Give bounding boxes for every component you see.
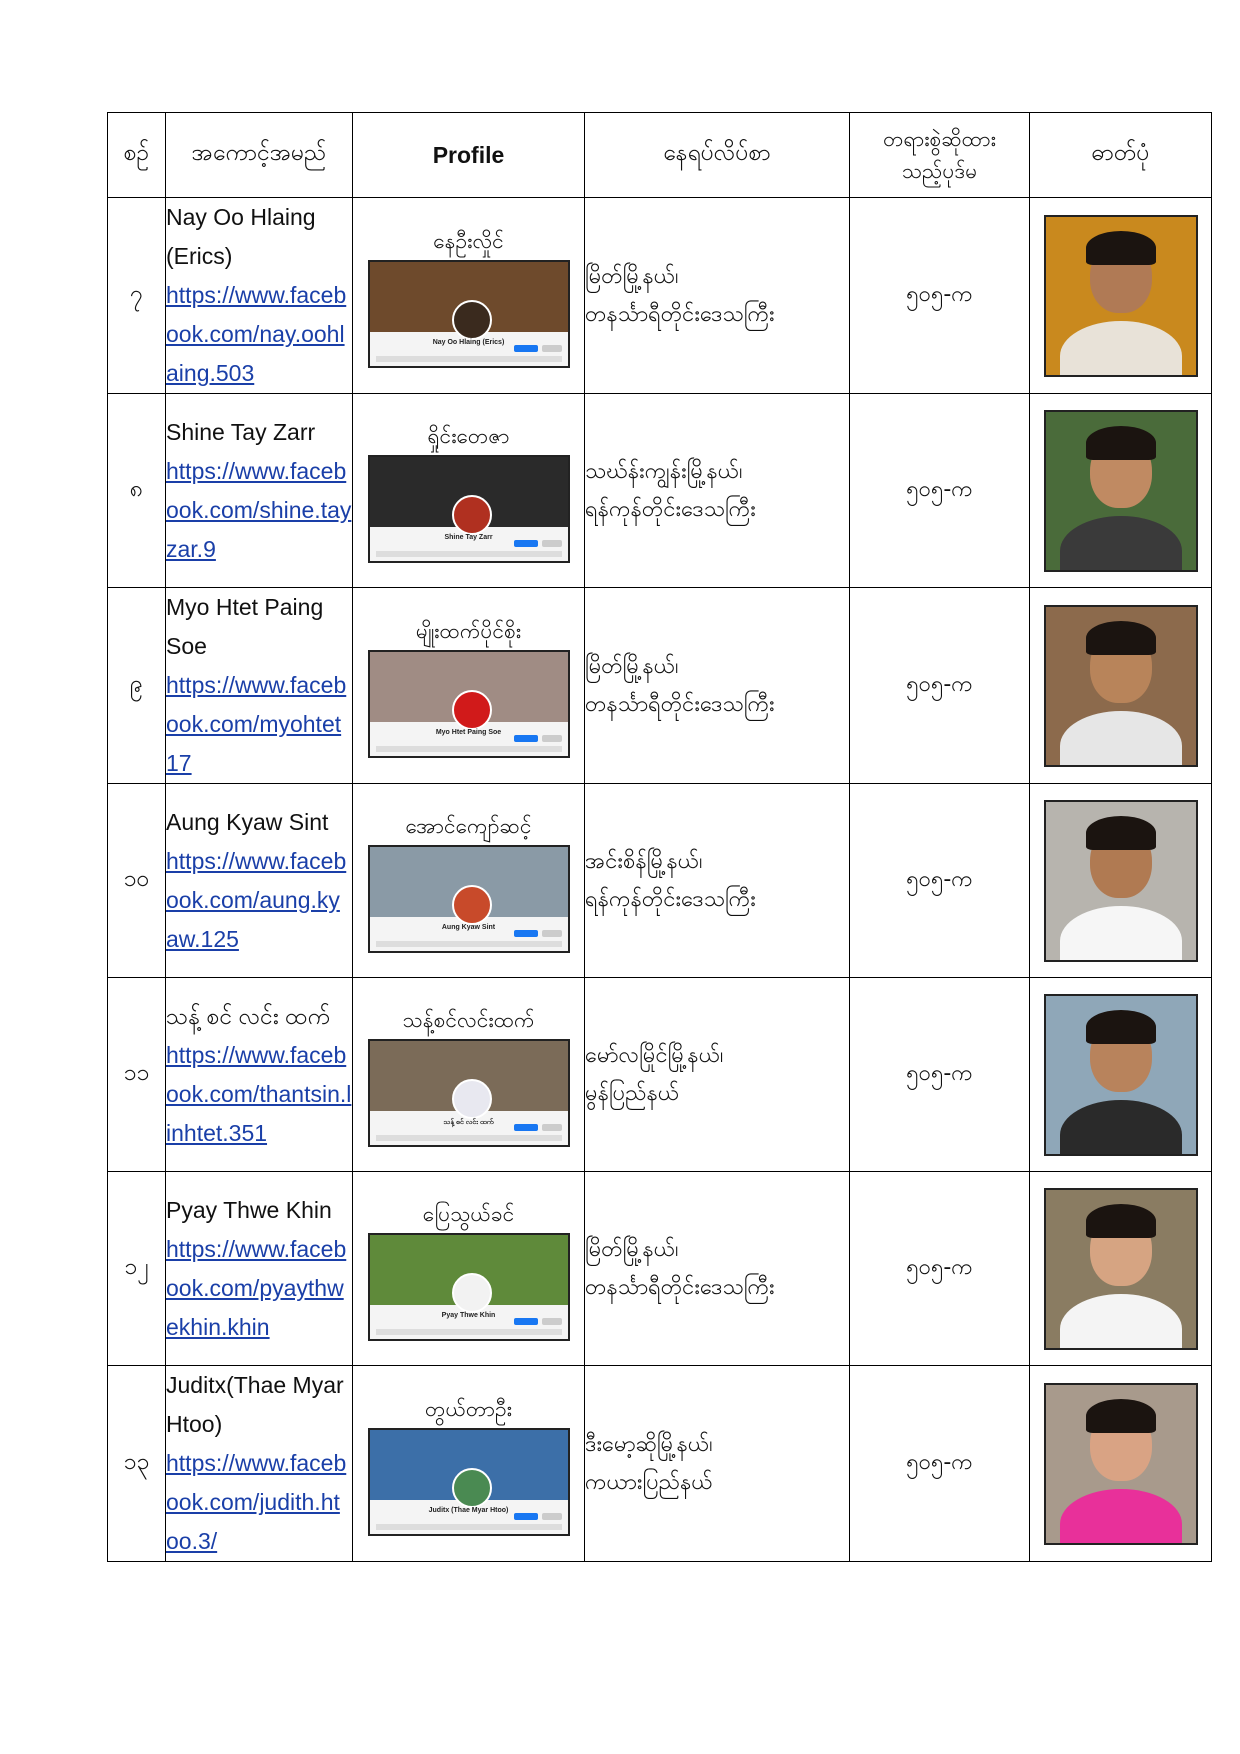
table-row [108, 1172, 1212, 1366]
profile-message-button-icon [542, 1124, 562, 1131]
profile-screenshot-label: Shine Tay Zarr [444, 533, 493, 541]
profile-name: ရှိုင်းတေဇာ [427, 423, 510, 448]
profile-screenshot [368, 650, 570, 758]
photo-body [1060, 1100, 1182, 1156]
person-photo [1044, 410, 1198, 572]
accounts-table [107, 112, 1212, 1562]
profile-nav-bar [376, 746, 562, 752]
photo-cell [1030, 1172, 1212, 1366]
law-section: ၅၀၅-က [850, 198, 1030, 394]
account-name: Juditx(Thae Myar Htoo) [166, 1372, 344, 1437]
photo-hair [1086, 1399, 1156, 1433]
address-cell [585, 1172, 850, 1366]
address-cell [585, 394, 850, 588]
photo-body [1060, 906, 1182, 962]
person-photo [1044, 994, 1198, 1156]
law-section: ၅၀၅-က [850, 1366, 1030, 1562]
profile-screenshot-label: Juditx (Thae Myar Htoo) [428, 1506, 509, 1514]
person-photo [1044, 800, 1198, 962]
person-photo [1044, 215, 1198, 377]
law-section: ၅၀၅-က [850, 978, 1030, 1172]
address-cell [585, 784, 850, 978]
header-row [108, 113, 1212, 198]
profile-add-friend-button-icon [514, 540, 538, 547]
account-name: Aung Kyaw Sint [166, 808, 329, 835]
row-number: ၈ [108, 394, 166, 588]
profile-avatar [452, 885, 492, 925]
photo-hair [1086, 621, 1156, 655]
address-line-1: အင်းစိန်မြို့နယ်၊ [585, 848, 703, 874]
facebook-link[interactable]: https://www.facebook.com/judith.htoo.3/ [166, 1450, 347, 1554]
profile-cell [353, 1366, 585, 1562]
facebook-link[interactable]: https://www.facebook.com/thantsin.linhtet.351 [166, 1041, 352, 1146]
photo-cell [1030, 1366, 1212, 1562]
profile-name: နေဦးလှိုင် [433, 228, 504, 253]
address-line-1: မြိတ်မြို့နယ်၊ [585, 653, 679, 679]
profile-add-friend-button-icon [514, 930, 538, 937]
row-number: ၁၃ [108, 1366, 166, 1562]
profile-screenshot-label: သန့် စင် လင်း ထက် [443, 1118, 494, 1126]
law-section: ၅၀၅-က [850, 588, 1030, 784]
profile-add-friend-button-icon [514, 1124, 538, 1131]
account-name: Myo Htet Paing Soe [166, 594, 324, 659]
profile-cell [353, 784, 585, 978]
profile-message-button-icon [542, 1318, 562, 1325]
address-cell [585, 198, 850, 394]
profile-nav-bar [376, 356, 562, 362]
header-profile: Profile [353, 113, 585, 198]
row-number: ၁၁ [108, 978, 166, 1172]
law-section: ၅၀၅-က [850, 784, 1030, 978]
table-row [108, 1366, 1212, 1562]
account-name-cell [166, 1172, 353, 1366]
photo-body [1060, 516, 1182, 572]
profile-screenshot [368, 1039, 570, 1147]
address-line-2: တနင်္သာရီတိုင်းဒေသကြီး [585, 691, 775, 717]
profile-screenshot [368, 1233, 570, 1341]
header-law: တရားစွဲဆိုထား သည့်ပုဒ်မ [850, 113, 1030, 198]
profile-name: သန့်စင်လင်းထက် [402, 1007, 535, 1032]
person-photo [1044, 605, 1198, 767]
person-photo [1044, 1188, 1198, 1350]
profile-message-button-icon [542, 345, 562, 352]
profile-nav-bar [376, 1329, 562, 1335]
address-cell [585, 588, 850, 784]
table-row [108, 978, 1212, 1172]
profile-cell [353, 588, 585, 784]
account-name-cell [166, 394, 353, 588]
profile-avatar [452, 1273, 492, 1313]
profile-avatar [452, 690, 492, 730]
photo-hair [1086, 1204, 1156, 1238]
row-number: ၁၂ [108, 1172, 166, 1366]
photo-body [1060, 321, 1182, 377]
profile-cell [353, 198, 585, 394]
photo-hair [1086, 426, 1156, 460]
facebook-link[interactable]: https://www.facebook.com/pyaythwekhin.khin [166, 1235, 347, 1340]
address-line-1: မော်လမြိုင်မြို့နယ်၊ [585, 1042, 724, 1068]
account-name-cell [166, 784, 353, 978]
address-line-2: ရန်ကုန်တိုင်းဒေသကြီး [585, 496, 756, 522]
facebook-link[interactable]: https://www.facebook.com/myohtet17 [166, 672, 347, 776]
header-name: အကောင့်အမည် [166, 113, 353, 198]
profile-message-button-icon [542, 1513, 562, 1520]
address-line-2: ရန်ကုန်တိုင်းဒေသကြီး [585, 886, 756, 912]
account-name: Nay Oo Hlaing (Erics) [166, 204, 316, 269]
account-name: သန့် စင် လင်း ထက် [166, 1002, 330, 1029]
profile-avatar [452, 1468, 492, 1508]
table-row [108, 198, 1212, 394]
photo-cell [1030, 784, 1212, 978]
table-row [108, 588, 1212, 784]
profile-name: အောင်ကျော်ဆင့် [405, 813, 532, 838]
profile-name: မျိုးထက်ပိုင်စိုး [415, 618, 522, 643]
law-section: ၅၀၅-က [850, 1172, 1030, 1366]
profile-screenshot [368, 455, 570, 563]
facebook-link[interactable]: https://www.facebook.com/nay.oohlaing.503 [166, 282, 347, 386]
profile-nav-bar [376, 551, 562, 557]
account-name: Pyay Thwe Khin [166, 1196, 332, 1223]
profile-cell [353, 978, 585, 1172]
profile-name: ပြေသွယ်ခင် [422, 1201, 515, 1226]
row-number: ၇ [108, 198, 166, 394]
address-line-1: မြိတ်မြို့နယ်၊ [585, 263, 679, 289]
account-name-cell [166, 978, 353, 1172]
law-section: ၅၀၅-က [850, 394, 1030, 588]
photo-body [1060, 711, 1182, 767]
account-name: Shine Tay Zarr [166, 418, 316, 445]
photo-body [1060, 1489, 1182, 1545]
address-cell [585, 978, 850, 1172]
profile-screenshot-label: Nay Oo Hlaing (Erics) [432, 338, 505, 346]
profile-add-friend-button-icon [514, 1513, 538, 1520]
profile-nav-bar [376, 1524, 562, 1530]
header-photo: ဓာတ်ပုံ [1030, 113, 1212, 198]
address-line-1: ဒီးမော့ဆိုမြို့နယ်၊ [585, 1431, 713, 1457]
address-line-2: ကယားပြည်နယ် [585, 1469, 713, 1495]
photo-cell [1030, 198, 1212, 394]
photo-cell [1030, 588, 1212, 784]
address-line-1: မြိတ်မြို့နယ်၊ [585, 1236, 679, 1262]
photo-hair [1086, 1010, 1156, 1044]
profile-add-friend-button-icon [514, 1318, 538, 1325]
profile-screenshot-label: Myo Htet Paing Soe [435, 728, 502, 736]
address-line-2: တနင်္သာရီတိုင်းဒေသကြီး [585, 301, 775, 327]
profile-screenshot-label: Aung Kyaw Sint [441, 923, 496, 931]
address-line-2: မွန်ပြည်နယ် [585, 1080, 680, 1106]
profile-cell [353, 1172, 585, 1366]
photo-hair [1086, 231, 1156, 265]
row-number: ၉ [108, 588, 166, 784]
table-row [108, 784, 1212, 978]
profile-avatar [452, 495, 492, 535]
address-line-1: သဃ်န်းကျွန်းမြို့နယ်၊ [585, 458, 743, 484]
address-cell [585, 1366, 850, 1562]
photo-cell [1030, 394, 1212, 588]
account-name-cell [166, 588, 353, 784]
profile-screenshot-label: Pyay Thwe Khin [441, 1311, 496, 1319]
photo-cell [1030, 978, 1212, 1172]
profile-nav-bar [376, 1135, 562, 1141]
profile-message-button-icon [542, 735, 562, 742]
address-line-2: တနင်္သာရီတိုင်းဒေသကြီး [585, 1274, 775, 1300]
photo-body [1060, 1294, 1182, 1350]
facebook-link[interactable]: https://www.facebook.com/aung.kyaw.125 [166, 847, 347, 952]
profile-name: တွယ်တာဦး [425, 1396, 512, 1421]
profile-message-button-icon [542, 930, 562, 937]
photo-hair [1086, 816, 1156, 850]
profile-screenshot [368, 1428, 570, 1536]
profile-add-friend-button-icon [514, 345, 538, 352]
row-number: ၁၀ [108, 784, 166, 978]
profile-avatar [452, 1079, 492, 1119]
profile-screenshot [368, 260, 570, 368]
profile-screenshot [368, 845, 570, 953]
account-name-cell [166, 198, 353, 394]
facebook-link[interactable]: https://www.facebook.com/shine.tayzar.9 [166, 457, 352, 562]
account-name-cell [166, 1366, 353, 1562]
profile-nav-bar [376, 941, 562, 947]
header-address: နေရပ်လိပ်စာ [585, 113, 850, 198]
profile-message-button-icon [542, 540, 562, 547]
profile-avatar [452, 300, 492, 340]
profile-cell [353, 394, 585, 588]
profile-add-friend-button-icon [514, 735, 538, 742]
person-photo [1044, 1383, 1198, 1545]
header-no: စဉ် [108, 113, 166, 198]
table-row [108, 394, 1212, 588]
